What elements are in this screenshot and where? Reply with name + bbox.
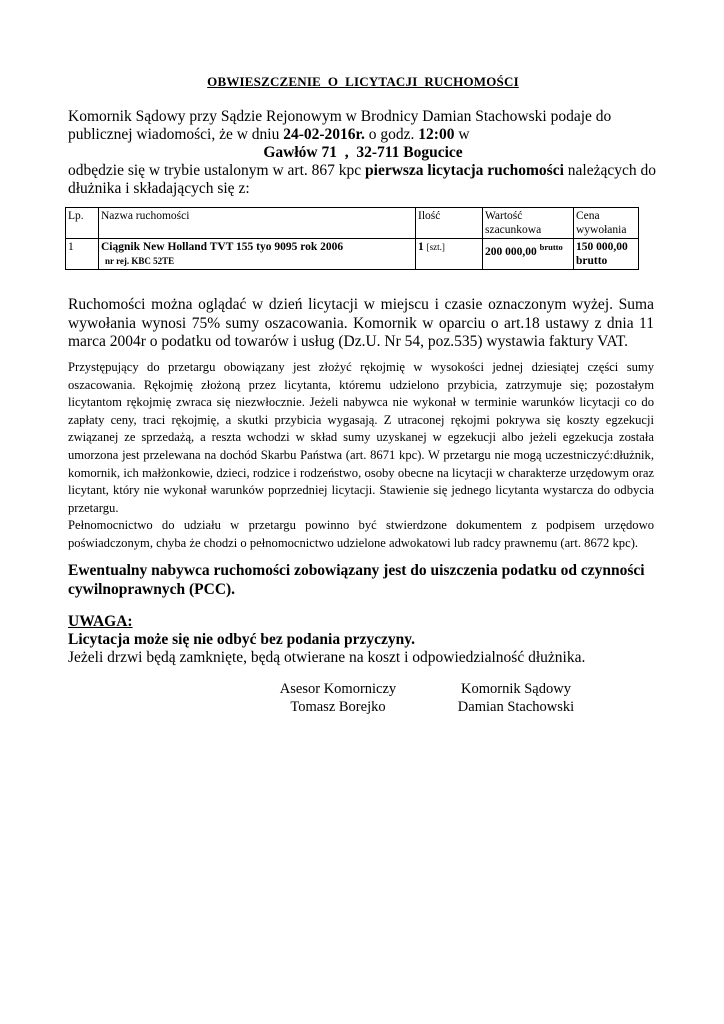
uwaga-section bbox=[68, 613, 654, 667]
proxy-terms: Pełnomocnictwo do udziału w przetargu powinno być stwierdzone dokumentem z podpisem urzędowo poświadczonym, chyba że chodzi o pełnomocnictwo udzielone adwokatowi lub radcy prawnemu (art. 8672 kpc). bbox=[68, 518, 654, 550]
intro-line3-a: odbędzie się w trybie ustalonym w art. 867 kpc bbox=[68, 162, 366, 179]
item-unit: [szt.] bbox=[426, 242, 445, 252]
intro-text: Komornik Sądowy przy Sądzie Rejonowym w Brodnicy Damian Stachowski podaje do publicznej wiadomości, że w dniu bbox=[68, 108, 612, 143]
uwaga-heading: UWAGA: bbox=[68, 613, 133, 630]
cell-value bbox=[483, 239, 574, 270]
auction-time: 12:00 bbox=[418, 126, 455, 143]
uwaga-line2: Jeżeli drzwi będą zamknięte, będą otwierane na koszt i odpowiedzialność dłużnika. bbox=[68, 649, 586, 666]
item-name: Ciągnik New Holland TVT 155 tyo 9095 rok 2006 bbox=[101, 241, 344, 253]
terms-paragraph bbox=[68, 359, 654, 553]
auction-address: Gawłów 71 , 32-711 Bogucice bbox=[263, 144, 463, 161]
viewing-paragraph: Ruchomości można oglądać w dzień licytacji w miejscu i czasie oznaczonym wyżej. Suma wywołania wynosi 75% sumy oszacowania. Komornik w oparciu o art.18 ustawy z dnia 11 marca 2004r o podatku od towarów i usług (Dz.U. Nr 54, poz.535) wystawia faktury VAT. bbox=[68, 296, 654, 350]
intro-line3-b: pierwsza licytacja ruchomości bbox=[365, 162, 564, 179]
intro-paragraph bbox=[68, 108, 658, 198]
page-title: OBWIESZCZENIE O LICYTACJI RUCHOMOŚCI bbox=[207, 74, 519, 89]
cell-lp: 1 bbox=[66, 239, 99, 270]
item-value-note: brutto bbox=[539, 242, 563, 252]
item-value: 200 000,00 bbox=[485, 245, 537, 258]
signature-bailiff bbox=[446, 680, 586, 716]
header-lp: Lp. bbox=[66, 208, 99, 239]
deposit-terms: Przystępujący do przetargu obowiązany jest złożyć rękojmię w wysokości jednej dziesiątej części sumy oszacowania. Rękojmię złożoną przez licytanta, któremu udzielono przybicia, zatrzymuje się; pozostałym licytantom rękojmię zwraca się niezwłocznie. Jeżeli nabywca nie wykonał w terminie warunków licytacji co do zapłaty ceny, traci rękojmię, a skutki przybicia wygasają. Z utraconej rękojmi pokrywa się koszty egzekucji związanej ze sprzedażą, a reszta wchodzi w skład sumy uzyskanej w egzekucji albo jeżeli egzekucja została umorzona jest przelewana na dochód Skarbu Państwa (art. 8671 kpc). W przetargu nie mogą uczestniczyć:dłużnik, komornik, ich małżonkowie, dzieci, rodzice i rodzeństwo, osoby obecne na licytacji w charakterze urzędowym oraz licytant, który nie wykonał warunków poprzedniej licytacji. Stawienie się jednego licytanta wystarcza do odbycia przetargu. bbox=[68, 360, 654, 515]
header-value: Wartość szacunkowa bbox=[483, 208, 574, 239]
header-qty: Ilość bbox=[416, 208, 483, 239]
signature-role: Komornik Sądowy bbox=[461, 681, 571, 697]
table-row bbox=[66, 239, 639, 270]
uwaga-line1: Licytacja może się nie odbyć bez podania przyczyny. bbox=[68, 631, 415, 648]
signature-assessor bbox=[268, 680, 408, 716]
header-name: Nazwa ruchomości bbox=[99, 208, 416, 239]
header-price: Cena wywołania bbox=[574, 208, 639, 239]
auction-date: 24-02-2016r. bbox=[283, 126, 365, 143]
cell-name bbox=[99, 239, 416, 270]
signature-role: Asesor Komorniczy bbox=[279, 681, 397, 697]
item-qty: 1 bbox=[418, 241, 424, 253]
tax-warning: Ewentualny nabywca ruchomości zobowiązany jest do uiszczenia podatku od czynności cywilnoprawnych (PCC). bbox=[68, 562, 645, 598]
intro-after-time: w bbox=[454, 126, 470, 143]
cell-price: 150 000,00 brutto bbox=[574, 239, 639, 270]
cell-qty bbox=[416, 239, 483, 270]
signature-name: Tomasz Borejko bbox=[290, 699, 386, 715]
intro-mid: o godz. bbox=[364, 126, 419, 143]
item-registration: nr rej. KBC 52TE bbox=[105, 256, 175, 266]
intro-line3-c: należących do dłużnika i składających się z: bbox=[68, 162, 656, 197]
signature-name: Damian Stachowski bbox=[457, 699, 575, 715]
table-header-row bbox=[66, 208, 639, 239]
items-table bbox=[65, 207, 639, 270]
